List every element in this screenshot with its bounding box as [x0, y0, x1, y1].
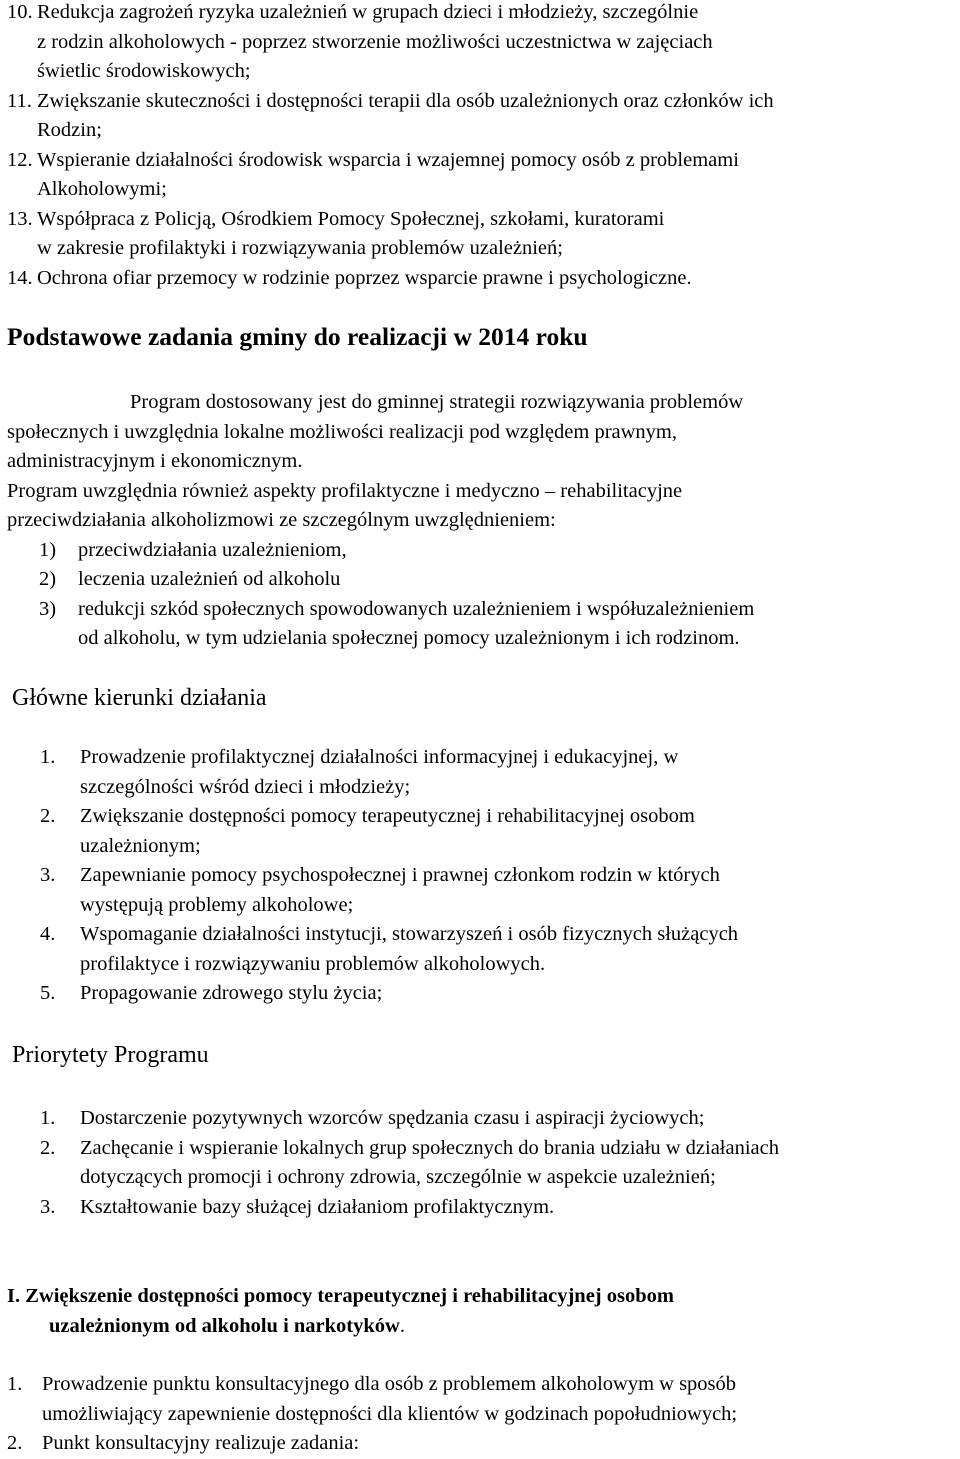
item-text: Punkt konsultacyjny realizuje zadania:	[42, 1432, 360, 1454]
item-text: Zapewnianie pomocy psychospołecznej i prawnej członkom rodzin w których	[80, 864, 720, 886]
goal-one-list	[7, 1370, 957, 1459]
list-item	[40, 920, 955, 979]
item-text: Kształtowanie bazy służącej działaniom profilaktycznym.	[80, 1195, 555, 1218]
item-text: od alkoholu, w tym udzielania społecznej pomocy uzależnionym i ich rodzinom.	[78, 627, 740, 649]
item-number: 1.	[40, 1107, 56, 1129]
list-item	[40, 743, 955, 802]
list-item	[7, 0, 957, 87]
item-text: Propagowanie zdrowego stylu życia;	[80, 982, 383, 1004]
item-text: Redukcja zagrożeń ryzyka uzależnień w grupach dzieci i młodzieży, szczególnie	[37, 1, 699, 23]
item-number: 11.	[7, 89, 32, 112]
paragraph-line: administracyjnym i ekonomicznym.	[7, 450, 303, 472]
item-text: Ochrona ofiar przemocy w rodzinie poprzez wsparcie prawne i psychologiczne.	[37, 266, 692, 289]
list-item	[40, 861, 955, 920]
item-text: Dostarczenie pozytywnych wzorców spędzania czasu i aspiracji życiowych;	[80, 1107, 705, 1129]
section-heading-tasks: Podstawowe zadania gminy do realizacji w 2014 roku	[7, 322, 588, 351]
item-number: 2)	[39, 568, 57, 590]
directions-list	[40, 743, 955, 1009]
item-text: Prowadzenie profilaktycznej działalności informacyjnej i edukacyjnej, w	[80, 746, 679, 768]
list-item	[40, 1134, 955, 1193]
list-item	[7, 1429, 957, 1459]
item-text: Wspomaganie działalności instytucji, stowarzyszeń i osób fizycznych służących	[80, 923, 739, 945]
paragraph-line: przeciwdziałania alkoholizmowi ze szczególnym uwzględnieniem:	[7, 509, 556, 531]
section-heading-priorities: Priorytety Programu	[12, 1042, 209, 1068]
item-number: 1.	[7, 1373, 23, 1395]
heading-text: uzależnionym od alkoholu i narkotyków	[49, 1314, 400, 1337]
item-number: 14.	[7, 266, 33, 289]
list-item	[40, 1104, 955, 1134]
item-number: 2.	[40, 805, 56, 827]
list-item	[7, 146, 957, 205]
item-text: Rodzin;	[37, 119, 102, 141]
item-number: 2.	[7, 1432, 23, 1454]
item-number: 10.	[7, 1, 33, 23]
item-text: dotyczących promocji i ochrony zdrowia, szczególnie w aspekcie uzależnień;	[80, 1166, 716, 1188]
list-item	[40, 979, 955, 1009]
paragraph-line: Program uwzględnia również aspekty profilaktyczne i medyczno – rehabilitacyjne	[7, 479, 683, 502]
item-text: uzależnionym;	[80, 834, 201, 857]
list-item	[7, 87, 957, 146]
item-number: 4.	[40, 923, 56, 945]
item-number: 1.	[40, 746, 56, 768]
section-heading-goal-one	[7, 1282, 957, 1341]
priorities-list	[40, 1104, 955, 1222]
list-item	[7, 205, 957, 264]
item-number: 2.	[40, 1136, 56, 1159]
list-item	[7, 1370, 957, 1429]
list-item	[7, 536, 957, 566]
item-text: umożliwiający zapewnienie dostępności dla klientów w godzinach popołudniowych;	[42, 1402, 738, 1425]
item-number: 3.	[40, 864, 56, 886]
paragraph-program	[7, 388, 957, 654]
item-text: Alkoholowymi;	[37, 178, 167, 200]
item-text: świetlic środowiskowych;	[37, 60, 251, 82]
item-text: Prowadzenie punktu konsultacyjnego dla osób z problemem alkoholowym w sposób	[42, 1373, 737, 1395]
top-list	[7, 0, 957, 293]
item-text: Zwiększanie dostępności pomocy terapeutycznej i rehabilitacyjnej osobom	[80, 805, 695, 827]
list-item	[7, 264, 957, 294]
item-text: Zachęcanie i wspieranie lokalnych grup społecznych do brania udziału w działaniach	[80, 1136, 779, 1159]
item-text: leczenia uzależnień od alkoholu	[78, 568, 341, 590]
item-number: 12.	[7, 148, 33, 171]
item-text: występują problemy alkoholowe;	[80, 893, 354, 916]
list-item	[7, 595, 957, 654]
heading-line-2	[7, 1312, 957, 1342]
item-text: redukcji szkód społecznych spowodowanych uzależnieniem i współuzależnieniem	[78, 597, 755, 620]
item-number: 3)	[39, 597, 57, 620]
paragraph-line: Program dostosowany jest do gminnej strategii rozwiązywania problemów	[130, 391, 744, 413]
section-heading-directions: Główne kierunki działania	[12, 685, 267, 711]
item-number: 5.	[40, 982, 56, 1004]
list-item	[40, 802, 955, 861]
item-text: profilaktyce i rozwiązywaniu problemów alkoholowych.	[80, 952, 546, 975]
item-number: 1)	[39, 538, 57, 561]
item-text: przeciwdziałania uzależnieniom,	[78, 538, 347, 561]
item-text: Zwiększanie skuteczności i dostępności terapii dla osób uzależnionych oraz członków ich	[37, 89, 774, 112]
item-number: 3.	[40, 1195, 56, 1218]
heading-line: I. Zwiększenie dostępności pomocy terapeutycznej i rehabilitacyjnej osobom	[7, 1285, 674, 1307]
paragraph-line: społecznych i uwzględnia lokalne możliwości realizacji pod względem prawnym,	[7, 420, 678, 443]
item-text: Wspieranie działalności środowisk wsparcia i wzajemnej pomocy osób z problemami	[37, 148, 739, 171]
item-text: z rodzin alkoholowych - poprzez stworzenie możliwości uczestnictwa w zajęciach	[37, 30, 713, 53]
item-number: 13.	[7, 207, 33, 230]
item-text: Współpraca z Policją, Ośrodkiem Pomocy Społecznej, szkołami, kuratorami	[37, 207, 665, 230]
list-item	[40, 1193, 955, 1223]
heading-period: .	[399, 1314, 405, 1337]
item-text: w zakresie profilaktyki i rozwiązywania problemów uzależnień;	[37, 237, 563, 259]
list-item	[7, 565, 957, 595]
item-text: szczególności wśród dzieci i młodzieży;	[80, 775, 411, 798]
